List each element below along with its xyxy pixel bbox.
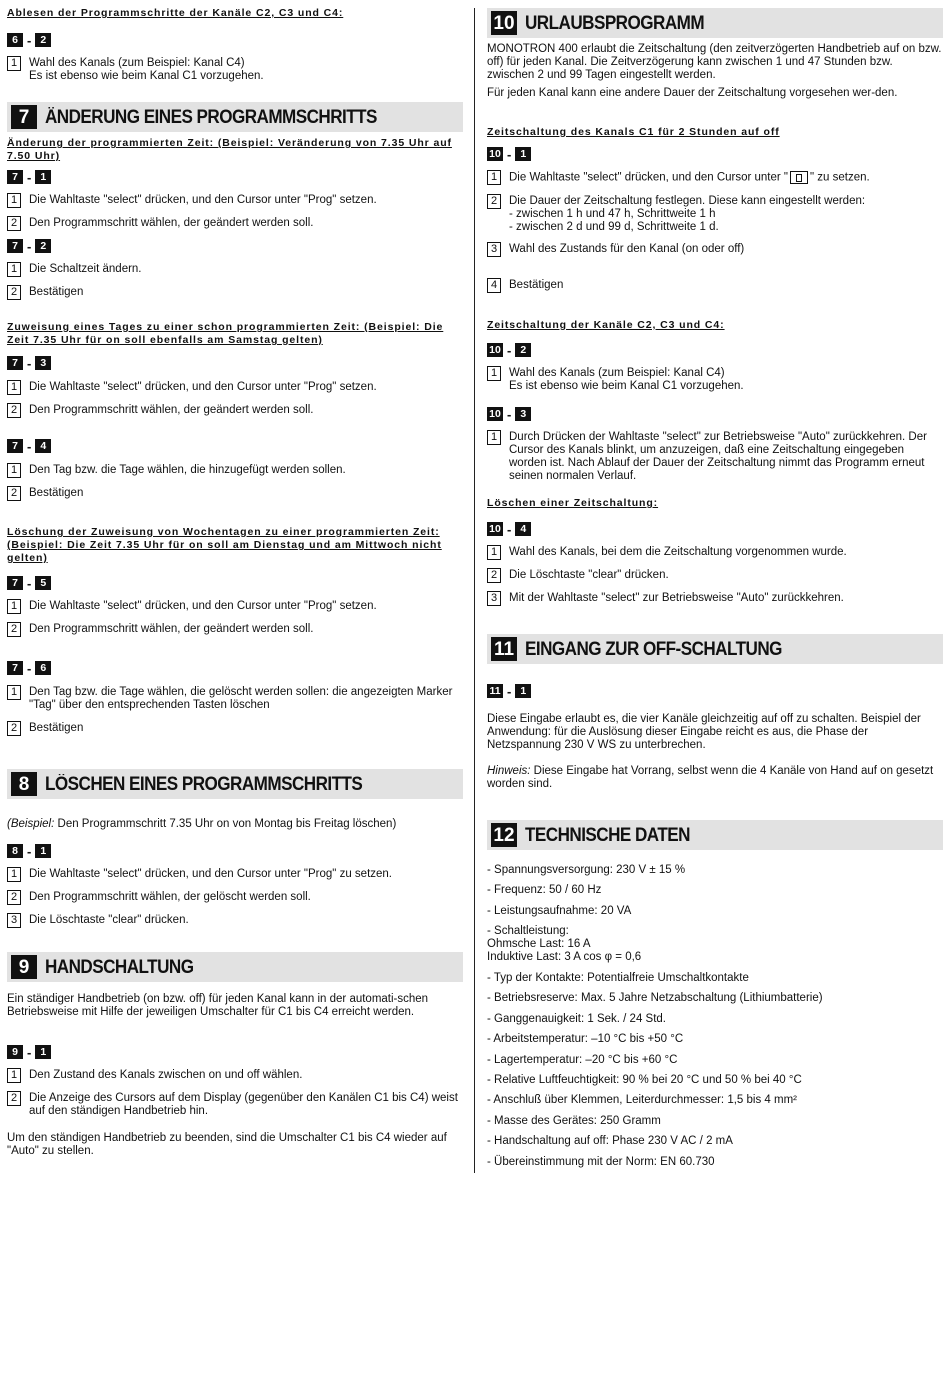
subheading: Zuweisung eines Tages zu einer schon programmierten Zeit: (Beispiel: Die Zeit 7.35 Uhr für on soll ebenfalls am Samstag gelten): [7, 321, 444, 346]
section-banner-7: [7, 102, 463, 132]
step-item: 1 Durch Drücken der Wahltaste "select" zur Betriebsweise "Auto" zurückkehren. Der Cursor des Kanals blinkt, um anzuzeigen, daß eine Zeitschaltung eingegeben worden ist. Nach Ablauf der Dauer der Zeitschaltung nimmt das Programm erneut seinen normalen Verlauf.: [487, 431, 943, 483]
step-item: 1 Die Wahltaste "select" drücken, und den Cursor unter "Prog" setzen.: [7, 600, 463, 614]
step-ref: 7 - 1: [7, 170, 51, 184]
step-ref: 10 - 1: [487, 147, 531, 161]
hint: Hinweis: Diese Eingabe hat Vorrang, selbst wenn die 4 Kanäle von Hand auf on gesetzt worden sind.: [487, 765, 934, 790]
section-number: 7: [11, 105, 37, 129]
step-item: 1 Wahl des Kanals, bei dem die Zeitschaltung vorgenommen wurde.: [487, 546, 943, 560]
section-title: ÄNDERUNG EINES PROGRAMMSCHRITTS: [45, 106, 377, 128]
step-ref: 7 - 4: [7, 439, 51, 453]
paragraph: Ein ständiger Handbetrieb (on bzw. off) für jeden Kanal kann in der automati-schen Betriebsweise mit Hilfe der jeweiligen Umschalter für C1 bis C4 erreicht werden.: [7, 993, 429, 1018]
column-divider: [474, 8, 475, 1173]
subheading: Löschen einer Zeitschaltung:: [487, 497, 659, 509]
step-ref: 7 - 2: [7, 239, 51, 253]
spec-item: - Frequenz: 50 / 60 Hz: [487, 884, 602, 896]
step-item: 4 Bestätigen: [487, 279, 943, 293]
section-number: 11: [491, 637, 517, 661]
section-number: 10: [491, 11, 517, 35]
section-banner-9: [7, 952, 463, 982]
section-banner-8: [7, 769, 463, 799]
step-item: 1 Den Zustand des Kanals zwischen on und off wählen.: [7, 1069, 463, 1083]
section-title: URLAUBSPROGRAMM: [525, 12, 705, 34]
section-title: HANDSCHALTUNG: [45, 956, 194, 978]
step-item: 1 Den Tag bzw. die Tage wählen, die hinzugefügt werden sollen.: [7, 464, 463, 478]
spec-item: - Ganggenauigkeit: 1 Sek. / 24 Std.: [487, 1013, 667, 1025]
step-item: 2 Die Löschtaste "clear" drücken.: [487, 569, 943, 583]
spec-item: - Leistungsaufnahme: 20 VA: [487, 905, 632, 917]
step-ref: 9 - 1: [7, 1045, 51, 1059]
spec-item: - Spannungsversorgung: 230 V ± 15 %: [487, 864, 686, 876]
step-item: 2 Den Programmschritt wählen, der gelöscht werden soll.: [7, 891, 463, 905]
spec-item: - Typ der Kontakte: Potentialfreie Umschaltkontakte: [487, 972, 749, 984]
step-item: 2 Die Anzeige des Cursors auf dem Display (gegenüber den Kanälen C1 bis C4) weist auf den ständigen Handbetrieb hin.: [7, 1092, 463, 1118]
step-item: 2 Den Programmschritt wählen, der geändert werden soll.: [7, 623, 463, 637]
step-item: 1 Wahl des Kanals (zum Beispiel: Kanal C4) Es ist ebenso wie beim Kanal C1 vorzugehen.: [7, 57, 463, 83]
step-item: 2 Die Dauer der Zeitschaltung festlegen. Diese kann eingestellt werden: - zwischen 1 h und 47 h, Schrittweite 1 h - zwischen 2 d und 99 d, Schrittweite 1 d.: [487, 195, 943, 234]
step-ref: 7 - 5: [7, 576, 51, 590]
step-item: 2 Bestätigen: [7, 487, 463, 501]
step-ref: 11 - 1: [487, 684, 531, 698]
step-item: 1 Die Wahltaste "select" drücken, und den Cursor unter "Prog" zu setzen.: [7, 868, 463, 882]
spec-item: - Übereinstimmung mit der Norm: EN 60.730: [487, 1156, 715, 1168]
subheading-sec6: Ablesen der Programmschritte der Kanäle C2, C3 und C4:: [7, 7, 344, 19]
section-banner-12: [487, 820, 943, 850]
spec-item: - Handschaltung auf off: Phase 230 V AC / 2 mA: [487, 1135, 733, 1147]
example-line: (Beispiel: Den Programmschritt 7.35 Uhr on von Montag bis Freitag löschen): [7, 818, 397, 830]
spec-item: - Masse des Gerätes: 250 Gramm: [487, 1115, 661, 1127]
step-item: 1 Die Wahltaste "select" drücken, und den Cursor unter "Prog" setzen.: [7, 381, 463, 395]
section-title: LÖSCHEN EINES PROGRAMMSCHRITTS: [45, 773, 363, 795]
subheading: Löschung der Zuweisung von Wochentagen zu einer programmierten Zeit: (Beispiel: Die Zeit 7.35 Uhr für on soll am Dienstag und am Mittwoch nicht gelten): [7, 526, 442, 564]
subheading: Zeitschaltung des Kanals C1 für 2 Stunden auf off: [487, 126, 780, 138]
step-item: 3 Mit der Wahltaste "select" zur Betriebsweise "Auto" zurückkehren.: [487, 592, 943, 606]
step-item: 2 Bestätigen: [7, 286, 463, 300]
step-item: 1 Wahl des Kanals (zum Beispiel: Kanal C4) Es ist ebenso wie beim Kanal C1 vorzugehen.: [487, 367, 943, 393]
step-ref: 10 - 4: [487, 522, 531, 536]
subheading: Zeitschaltung der Kanäle C2, C3 und C4:: [487, 319, 725, 331]
step-ref: 7 - 6: [7, 661, 51, 675]
paragraph: Für jeden Kanal kann eine andere Dauer der Zeitschaltung vorgesehen wer-den.: [487, 87, 898, 99]
step-item: 2 Bestätigen: [7, 722, 463, 736]
paragraph: Um den ständigen Handbetrieb zu beenden, sind die Umschalter C1 bis C4 wieder auf "Auto" zu stellen.: [7, 1132, 447, 1157]
spec-item: - Schaltleistung: Ohmsche Last: 16 A Induktive Last: 3 A cos φ = 0,6: [487, 925, 642, 963]
step-item: 1 Den Tag bzw. die Tage wählen, die gelöscht werden sollen: die angezeigten Marker "Tag" über den entsprechenden Tasten löschen: [7, 686, 463, 712]
step-ref: 8 - 1: [7, 844, 51, 858]
spec-item: - Betriebsreserve: Max. 5 Jahre Netzabschaltung (Lithiumbatterie): [487, 992, 823, 1004]
section-banner-10: [487, 8, 943, 38]
step-item: 1 Die Wahltaste "select" drücken, und den Cursor unter " " zu setzen.: [487, 171, 943, 185]
section-number: 12: [491, 823, 517, 847]
paragraph: MONOTRON 400 erlaubt die Zeitschaltung (den zeitverzögerten Handbetrieb auf on bzw. off) für jeden Kanal. Die Zeitverzögerung kann zwischen 1 und 47 Stunden bzw. zwischen 2 und 99 Tagen eingestellt werden.: [487, 43, 942, 81]
subheading: Änderung der programmierten Zeit: (Beispiel: Veränderung von 7.35 Uhr auf 7.50 Uhr): [7, 137, 452, 162]
holiday-icon: [790, 171, 808, 184]
step-ref: 10 - 2: [487, 343, 531, 357]
step-item: 2 Den Programmschritt wählen, der geändert werden soll.: [7, 217, 463, 231]
spec-item: - Arbeitstemperatur: –10 °C bis +50 °C: [487, 1033, 684, 1045]
section-number: 8: [11, 772, 37, 796]
step-ref: 6 - 2: [7, 33, 51, 47]
spec-item: - Relative Luftfeuchtigkeit: 90 % bei 20 °C und 50 % bei 40 °C: [487, 1074, 802, 1086]
paragraph: Diese Eingabe erlaubt es, die vier Kanäle gleichzeitig auf off zu schalten. Beispiel der Anwendung: für die Auslösung dieser Eingabe reicht es aus, die Phase der Netzspannung 230 V WS zu unterbrechen.: [487, 713, 921, 751]
step-item: 3 Wahl des Zustands für den Kanal (on oder off): [487, 243, 943, 257]
step-item: 2 Den Programmschritt wählen, der geändert werden soll.: [7, 404, 463, 418]
spec-item: - Lagertemperatur: –20 °C bis +60 °C: [487, 1054, 678, 1066]
section-title: EINGANG ZUR OFF-SCHALTUNG: [525, 638, 782, 660]
section-banner-11: [487, 634, 943, 664]
step-ref: 10 - 3: [487, 407, 531, 421]
section-number: 9: [11, 955, 37, 979]
section-title: TECHNISCHE DATEN: [525, 824, 690, 846]
step-item: 1 Die Schaltzeit ändern.: [7, 263, 463, 277]
spec-item: - Anschluß über Klemmen, Leiterdurchmesser: 1,5 bis 4 mm²: [487, 1094, 797, 1106]
step-item: 3 Die Löschtaste "clear" drücken.: [7, 914, 463, 928]
step-ref: 7 - 3: [7, 356, 51, 370]
step-item: 1 Die Wahltaste "select" drücken, und den Cursor unter "Prog" setzen.: [7, 194, 463, 208]
